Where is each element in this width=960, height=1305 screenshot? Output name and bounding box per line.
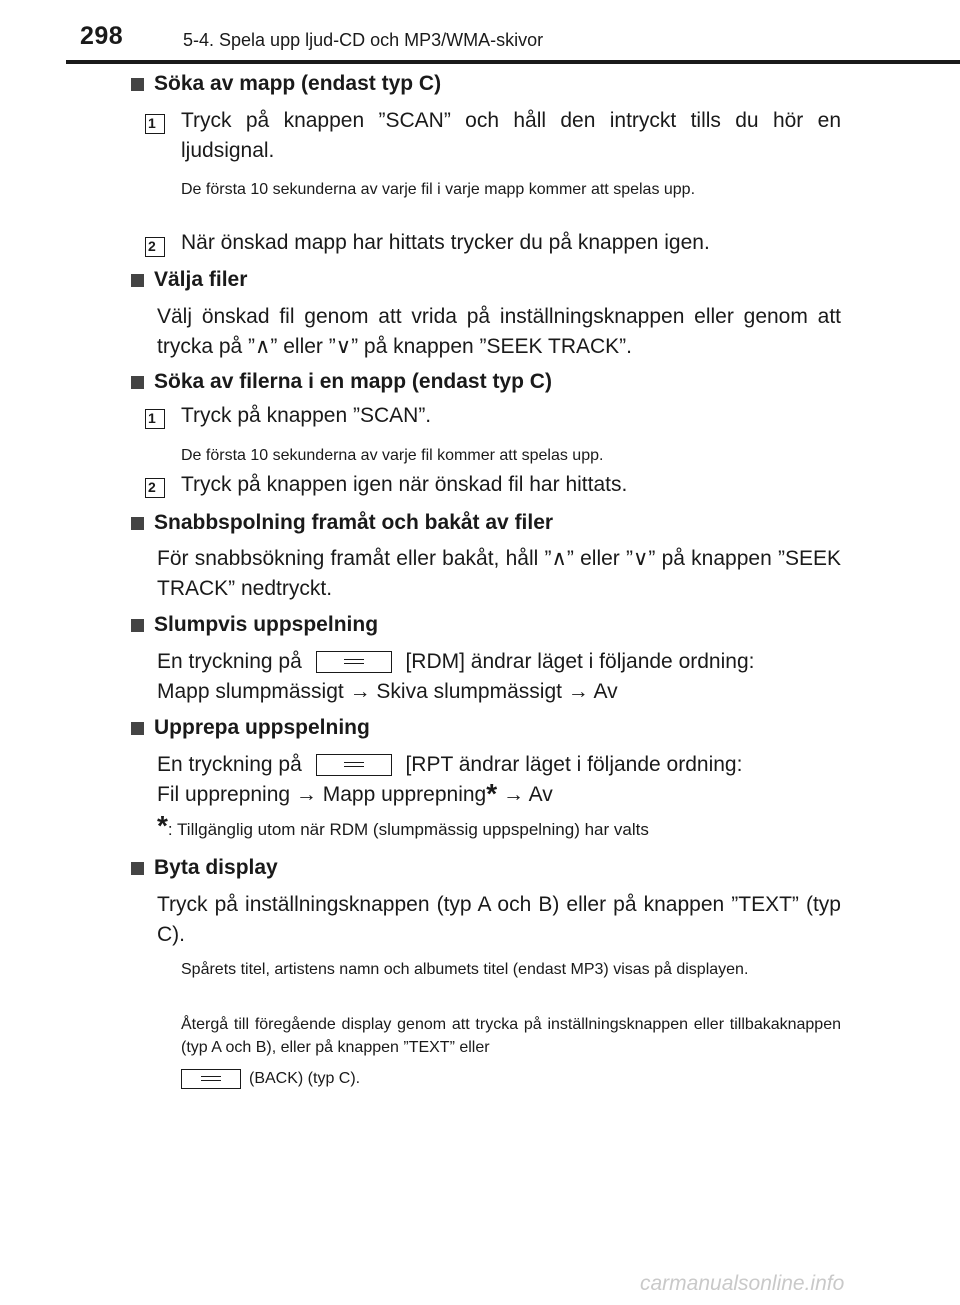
random-line2: Mapp slumpmässigt → Skiva slumpmässigt → Av xyxy=(157,680,618,703)
heading-random xyxy=(131,613,378,637)
bars-glyph xyxy=(344,762,364,767)
text-segment: → Av xyxy=(497,783,553,806)
note-text: Spårets titel, artistens namn och albumets titel (endast MP3) visas på displayen. xyxy=(181,961,749,978)
bullet-square-icon xyxy=(131,376,144,389)
repeat-line1 xyxy=(157,750,841,780)
header-rule xyxy=(66,60,960,64)
footnote xyxy=(157,810,841,841)
step-number-badge: 1 xyxy=(145,409,165,429)
text-segment: Fil upprepning → Mapp upprepning xyxy=(157,783,487,806)
step-text: När önskad mapp har hittats trycker du på knappen igen. xyxy=(181,231,710,254)
heading-select-files xyxy=(131,268,247,292)
text-segment: [RDM] ändrar läget i följande ordning: xyxy=(405,650,755,673)
preset-button-icon xyxy=(316,754,392,776)
heading-text: Söka av mapp (endast typ C) xyxy=(154,72,442,95)
footnote-text: : Tillgänglig utom när RDM (slumpmässig uppspelning) har valts xyxy=(167,820,649,839)
paragraph: Tryck på inställningsknappen (typ A och B) eller på knappen ”TEXT” (typ C). xyxy=(157,893,841,946)
note-text: De första 10 sekunderna av varje fil kommer att spelas upp. xyxy=(181,447,604,464)
bullet-square-icon xyxy=(131,517,144,530)
bars-glyph xyxy=(201,1076,221,1081)
repeat-line2 xyxy=(157,780,841,810)
watermark: carmanualsonline.info xyxy=(640,1272,845,1295)
heading-fast-forward xyxy=(131,511,553,535)
paragraph: Välj önskad fil genom att vrida på inställningsknappen eller genom att trycka på ”∧” eller ”∨” på knappen ”SEEK TRACK”. xyxy=(157,305,841,358)
bullet-square-icon xyxy=(131,862,144,875)
heading-text: Snabbspolning framåt och bakåt av filer xyxy=(154,511,554,534)
text-segment: [RPT ändrar läget i följande ordning: xyxy=(405,753,743,776)
heading-search-folder xyxy=(131,72,441,96)
heading-repeat xyxy=(131,716,370,740)
step-text: Tryck på knappen igen när önskad fil har hittats. xyxy=(181,473,628,496)
heading-text: Välja filer xyxy=(154,268,248,291)
bullet-square-icon xyxy=(131,619,144,632)
heading-text: Söka av filerna i en mapp (endast typ C) xyxy=(154,370,552,393)
preset-button-icon xyxy=(181,1069,241,1089)
bullet-square-icon xyxy=(131,78,144,91)
random-line1 xyxy=(157,647,841,677)
heading-text: Slumpvis uppspelning xyxy=(154,613,379,636)
paragraph: För snabbsökning framåt eller bakåt, håll ”∧” eller ”∨” på knappen ”SEEK TRACK” nedtryckt. xyxy=(157,547,841,600)
text-segment: En tryckning på xyxy=(157,650,302,673)
text-segment: En tryckning på xyxy=(157,753,302,776)
asterisk-mark: * xyxy=(486,778,498,809)
note-text-end xyxy=(181,1067,841,1090)
heading-text: Byta display xyxy=(154,856,278,879)
step-number-badge: 2 xyxy=(145,237,165,257)
step-number-badge: 1 xyxy=(145,114,165,134)
note-text: De första 10 sekunderna av varje fil i varje mapp kommer att spelas upp. xyxy=(181,181,696,198)
heading-text: Upprepa uppspelning xyxy=(154,716,370,739)
text-segment: (BACK) (typ C). xyxy=(249,1070,361,1087)
page-number: 298 xyxy=(80,22,124,50)
note-text: Återgå till föregående display genom att trycka på inställningsknappen eller tillbakaknappen (typ A och B), eller på knappen ”TEXT” eller xyxy=(181,1016,841,1056)
bullet-square-icon xyxy=(131,722,144,735)
bars-glyph xyxy=(344,659,364,664)
preset-button-icon xyxy=(316,651,392,673)
step-text: Tryck på knappen ”SCAN” och håll den intryckt tills du hör en ljudsignal. xyxy=(181,109,841,162)
asterisk-mark: * xyxy=(157,810,168,841)
page-header xyxy=(0,0,960,64)
bullet-square-icon xyxy=(131,274,144,287)
step-number-badge: 2 xyxy=(145,478,165,498)
heading-display xyxy=(131,856,278,880)
chapter-title: 5-4. Spela upp ljud-CD och MP3/WMA-skivor xyxy=(183,30,544,50)
step-text: Tryck på knappen ”SCAN”. xyxy=(181,404,432,427)
heading-search-files xyxy=(131,370,552,394)
